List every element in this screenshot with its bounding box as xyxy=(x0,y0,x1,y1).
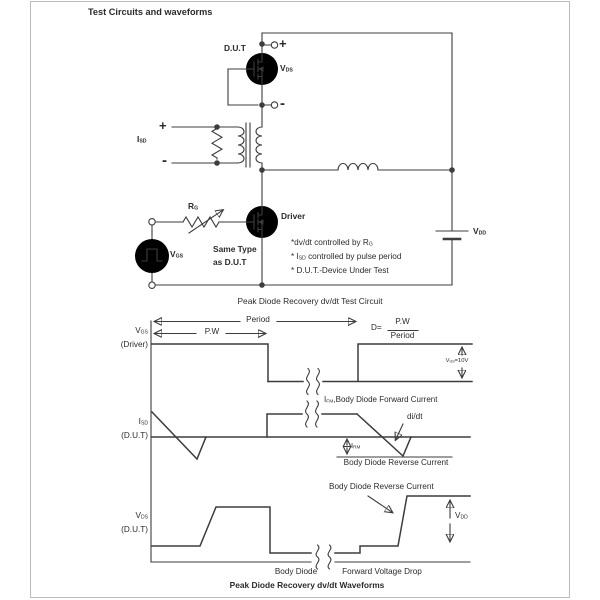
didt-label: di/dt xyxy=(407,412,423,421)
body-diode-label: Body Diode xyxy=(274,567,318,576)
battery-vdd xyxy=(436,231,468,239)
vds-label: $V_{DS}$ xyxy=(280,63,293,74)
break-mark xyxy=(316,545,319,569)
same-type-label: Same Type as D.U.T xyxy=(213,244,257,267)
dut-label: D.U.T xyxy=(224,43,246,53)
waveform-diagram xyxy=(151,321,472,569)
transformer xyxy=(238,123,262,170)
vds-row-label: $V_{DS}$ (D.U.T) xyxy=(121,511,148,534)
rg-arrow xyxy=(189,210,223,233)
isd-waveform xyxy=(152,401,470,459)
reverse-current-leader-arrow xyxy=(368,496,393,513)
isd-reverse-current-label: Body Diode Reverse Current xyxy=(343,458,449,467)
break-mark xyxy=(306,401,309,427)
duty-denominator: Period xyxy=(390,331,415,340)
vdd-label: $V_{DD}$ xyxy=(473,226,487,237)
source-return-terminal xyxy=(149,282,155,288)
vgs-level-label: $V_{GS}=10V$ xyxy=(445,358,469,364)
gate-input-terminal xyxy=(149,219,155,225)
vgs-label: $V_{GS}$ xyxy=(170,249,184,260)
pw-label: P.W xyxy=(204,327,220,336)
rg-label: $R_G$ xyxy=(188,201,199,212)
page-title: Test Circuits and waveforms xyxy=(88,7,213,17)
isd-resistor xyxy=(212,127,222,159)
plus-isd-label: + xyxy=(159,118,167,133)
circuit-caption: Peak Diode Recovery dv/dt Test Circuit xyxy=(237,296,383,306)
circuit-notes xyxy=(291,237,401,279)
driver-label: Driver xyxy=(281,211,306,221)
inductor xyxy=(338,164,378,171)
core-bars xyxy=(246,123,250,167)
waveforms-caption: Peak Diode Recovery dv/dt Waveforms xyxy=(229,580,385,590)
irm-label: $I_{RM}$ xyxy=(351,441,361,450)
break-mark xyxy=(316,401,319,427)
vds-reverse-current-label: Body Diode Reverse Current xyxy=(329,482,434,491)
plus-top-label: + xyxy=(279,36,287,51)
dut-mosfet xyxy=(246,53,278,85)
pulse-source xyxy=(135,225,169,282)
vds-waveform xyxy=(152,496,470,569)
isd-label: $I_{SD}$ xyxy=(137,134,147,145)
duty-eq-label: D= xyxy=(371,323,382,332)
break-mark xyxy=(317,369,320,395)
note-line: * D.U.T.-Device Under Test xyxy=(291,266,389,276)
break-mark xyxy=(328,545,331,569)
vgs-waveform xyxy=(152,344,472,395)
minus-top-label: - xyxy=(280,95,285,112)
note-line: *dv/dt controlled by $R_G$ xyxy=(291,238,373,248)
minus-terminal xyxy=(271,102,277,108)
duty-numerator: P.W xyxy=(395,317,410,326)
driver-mosfet xyxy=(246,206,278,238)
vgs-row-label: $V_{GS}$ (Driver) xyxy=(120,326,148,349)
forward-voltage-drop-label: Forward Voltage Drop xyxy=(342,567,422,576)
break-mark xyxy=(307,369,310,395)
period-label: Period xyxy=(246,315,270,324)
isd-source xyxy=(172,127,238,163)
ifm-label: $I_{FM},Body$ Diode Forward Current xyxy=(324,395,438,405)
isd-row-label: $I_{SD}$ (D.U.T) xyxy=(121,417,148,440)
note-line: * $I_{SD}$ controlled by pulse period xyxy=(291,252,402,262)
minus-isd-label: - xyxy=(162,152,167,169)
plus-terminal xyxy=(271,42,277,48)
primary-coil xyxy=(238,127,244,163)
vdd-level-label: $V_{DD}$ xyxy=(455,511,468,521)
secondary-coil xyxy=(256,127,262,170)
